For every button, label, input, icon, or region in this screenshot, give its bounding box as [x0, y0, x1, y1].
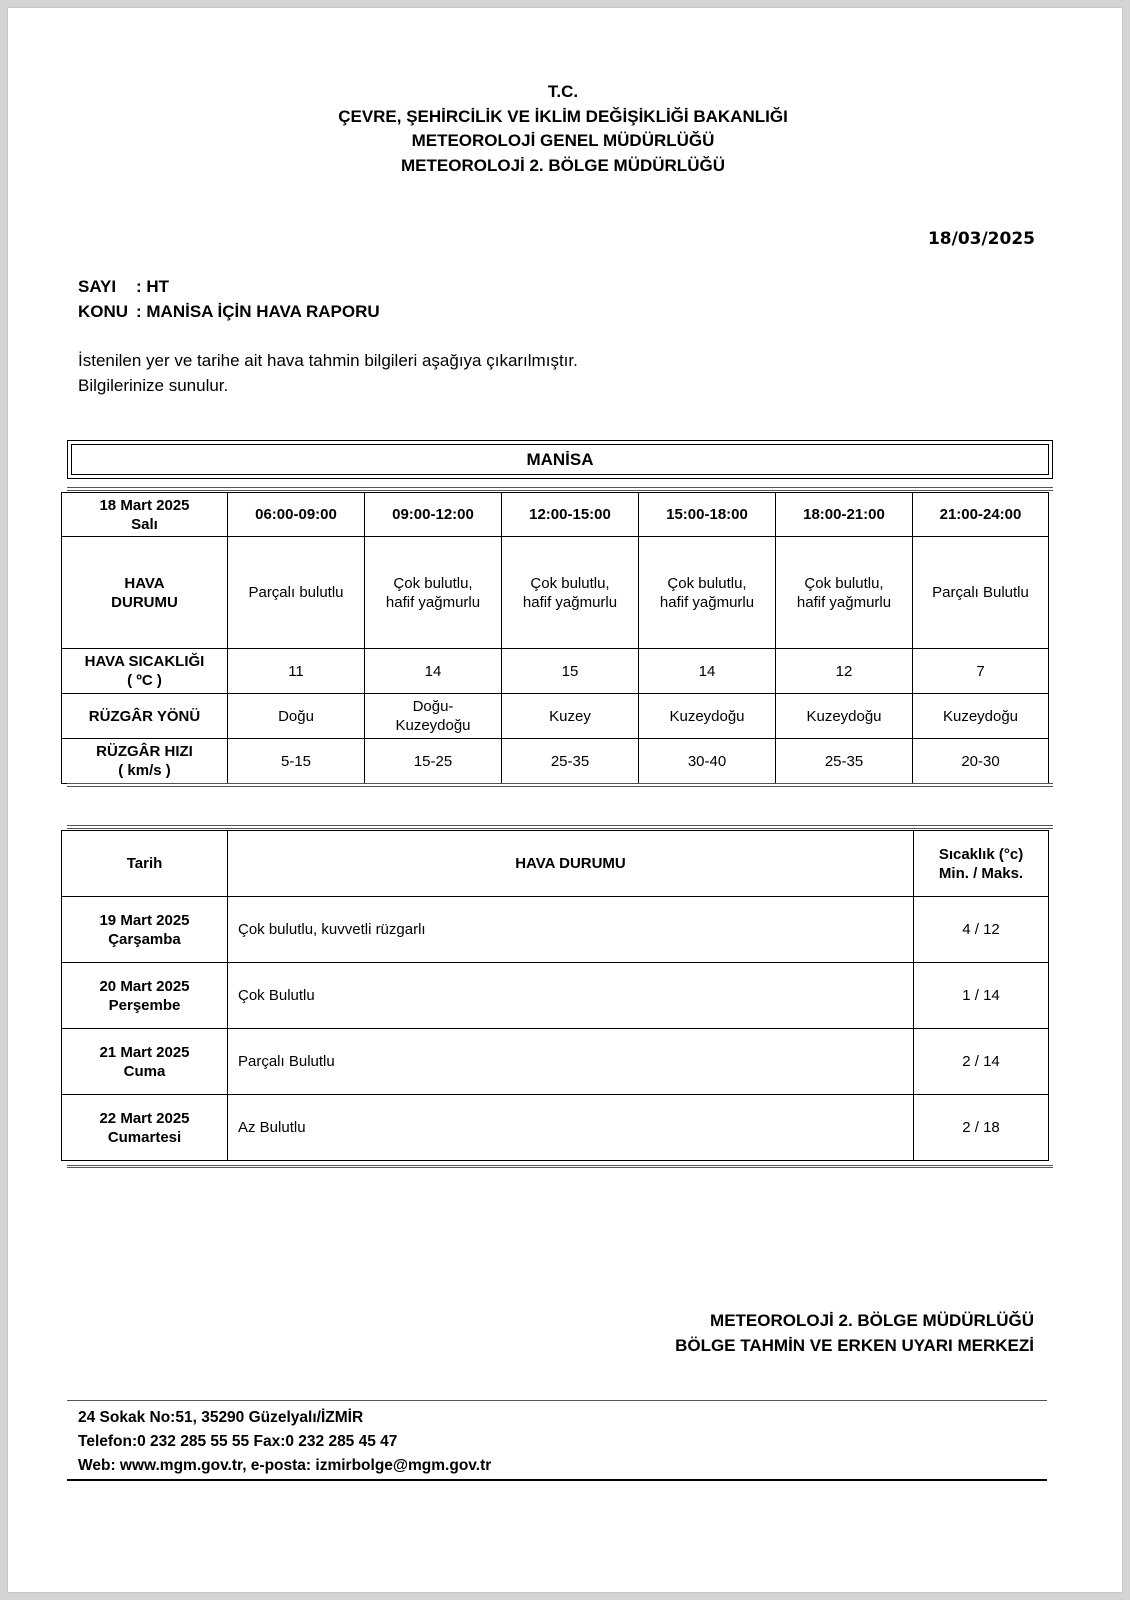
cell-line: 25-35	[550, 752, 590, 770]
day-line: Perşembe	[108, 996, 181, 1014]
cell-line: hafif yağmurlu	[522, 593, 618, 611]
daily-date-cell	[62, 493, 228, 537]
table-cell	[228, 537, 365, 649]
table-cell	[913, 537, 1049, 649]
table-cell	[365, 537, 502, 649]
table-cell	[365, 739, 502, 784]
cell-line: 15	[561, 662, 579, 680]
cell-line: Çok bulutlu,	[393, 574, 473, 592]
forecast-temp: 1 / 14	[914, 963, 1049, 1029]
table-cell	[228, 694, 365, 739]
cell-line: Kuzeydoğu	[942, 707, 1019, 725]
forecast-temp: 2 / 14	[914, 1029, 1049, 1095]
footer-bottom-rule	[67, 1479, 1047, 1481]
daily-date: 18 Mart 2025	[99, 496, 190, 514]
signature-line-2: BÖLGE TAHMİN VE ERKEN UYARI MERKEZİ	[675, 1336, 1034, 1355]
cell-line: Kuzey	[549, 707, 591, 725]
table-cell	[502, 694, 639, 739]
forecast-date	[62, 963, 228, 1029]
konu-line	[78, 300, 380, 325]
row-label-line: RÜZGÂR HIZI	[96, 743, 193, 760]
cell-line: 30-40	[687, 752, 727, 770]
date-line: 21 Mart 2025	[99, 1043, 190, 1061]
table-cell	[913, 739, 1049, 784]
table-row	[62, 963, 1049, 1029]
cell-line: 14	[698, 662, 716, 680]
cell-line: Kuzeydoğu	[395, 717, 471, 734]
cell-line: 12	[835, 662, 853, 680]
table-cell	[776, 649, 913, 694]
daily-day: Salı	[131, 515, 158, 533]
footer-address: 24 Sokak No:51, 35290 Güzelyalı/İZMİR	[78, 1409, 364, 1426]
table-cell	[502, 739, 639, 784]
table-cell	[639, 537, 776, 649]
sayi-value: : HT	[136, 277, 170, 296]
cell-line: Parçalı bulutlu	[248, 584, 344, 601]
temperature-row	[62, 649, 1049, 694]
letterhead-line-2: ÇEVRE, ŞEHİRCİLİK VE İKLİM DEĞİŞİKLİĞİ BAKANLIĞI	[338, 106, 788, 126]
table-bottom-rule	[67, 783, 1053, 787]
letterhead-line-3: METEOROLOJİ GENEL MÜDÜRLÜĞÜ	[411, 131, 715, 150]
wind-direction-row	[62, 694, 1049, 739]
forecast-weather: Az Bulutlu	[228, 1095, 914, 1161]
document-page	[7, 7, 1123, 1593]
row-label-line: DURUMU	[111, 593, 178, 611]
intro-line-1: İstenilen yer ve tarihe ait hava tahmin bilgileri aşağıya çıkarılmıştır.	[78, 351, 578, 370]
period-header: 09:00-12:00	[365, 493, 502, 537]
table-cell	[913, 694, 1049, 739]
weekly-header-row	[62, 831, 1049, 897]
table-top-rule	[67, 487, 1053, 491]
col-temp-line: Sıcaklık (°c)	[938, 845, 1024, 863]
weekly-top-rule	[67, 825, 1053, 829]
row-label-line: ( km/s )	[118, 762, 171, 779]
cell-line: hafif yağmurlu	[796, 593, 892, 611]
day-line: Çarşamba	[108, 930, 181, 948]
cell-line: Çok bulutlu,	[804, 574, 884, 592]
cell-line: 5-15	[280, 752, 312, 770]
konu-label: KONU	[78, 301, 129, 321]
cell-line: Kuzeydoğu	[806, 707, 882, 725]
col-weather-header: HAVA DURUMU	[228, 831, 914, 897]
weather-row	[62, 537, 1049, 649]
konu-value: : MANİSA İÇİN HAVA RAPORU	[136, 301, 380, 321]
table-cell	[365, 649, 502, 694]
letterhead	[8, 80, 1122, 178]
city-box	[67, 440, 1053, 479]
row-label-line: ( ºC )	[127, 672, 162, 689]
date-line: 19 Mart 2025	[99, 911, 190, 929]
signature-line-1: METEOROLOJİ 2. BÖLGE MÜDÜRLÜĞÜ	[710, 1311, 1034, 1330]
col-date-header: Tarih	[62, 831, 228, 897]
daily-forecast-table	[61, 492, 1049, 784]
forecast-weather: Çok bulutlu, kuvvetli rüzgarlı	[228, 897, 914, 963]
forecast-weather: Çok Bulutlu	[228, 963, 914, 1029]
row-label	[62, 537, 228, 649]
forecast-date	[62, 1029, 228, 1095]
table-cell	[502, 649, 639, 694]
cell-line: Parçalı Bulutlu	[932, 584, 1029, 601]
row-label	[62, 649, 228, 694]
table-cell	[639, 739, 776, 784]
date-line: 20 Mart 2025	[99, 977, 190, 995]
date-line: 22 Mart 2025	[99, 1109, 190, 1127]
cell-line: hafif yağmurlu	[659, 593, 755, 611]
table-cell	[639, 694, 776, 739]
table-cell	[776, 739, 913, 784]
weekly-forecast-table	[61, 830, 1049, 1161]
cell-line: Kuzeydoğu	[669, 707, 745, 725]
period-header: 21:00-24:00	[913, 493, 1049, 537]
forecast-temp: 4 / 12	[914, 897, 1049, 963]
footer-divider	[67, 1400, 1047, 1401]
cell-line: Doğu-	[412, 698, 454, 715]
wind-speed-row	[62, 739, 1049, 784]
cell-line: 25-35	[824, 752, 864, 770]
row-label	[62, 739, 228, 784]
col-temp-header	[914, 831, 1049, 897]
cell-line: Doğu	[278, 707, 314, 725]
cell-line: Çok bulutlu,	[667, 574, 747, 592]
table-cell	[502, 537, 639, 649]
table-cell	[639, 649, 776, 694]
row-label	[62, 694, 228, 739]
weekly-bottom-rule	[67, 1165, 1053, 1168]
table-row	[62, 1095, 1049, 1161]
row-label-line: HAVA	[124, 574, 165, 592]
table-cell	[913, 649, 1049, 694]
forecast-temp: 2 / 18	[914, 1095, 1049, 1161]
cell-line: 15-25	[413, 752, 453, 770]
signature-block	[675, 1308, 1034, 1358]
row-label-line: HAVA SICAKLIĞI	[84, 653, 205, 670]
row-label-line: RÜZGÂR YÖNÜ	[88, 707, 201, 725]
city-name: MANİSA	[71, 444, 1049, 475]
footer-web: Web: www.mgm.gov.tr, e-posta: izmirbolge@mgm.gov.tr	[78, 1457, 492, 1474]
intro-line-2: Bilgilerinize sunulur.	[78, 375, 229, 395]
table-row	[62, 1029, 1049, 1095]
letterhead-line-1: T.C.	[547, 82, 579, 101]
period-header: 18:00-21:00	[776, 493, 913, 537]
table-cell	[365, 694, 502, 739]
table-cell	[228, 649, 365, 694]
period-header: 15:00-18:00	[639, 493, 776, 537]
cell-line: 7	[976, 662, 985, 680]
document-date: 18/03/2025	[927, 229, 1035, 249]
forecast-date	[62, 1095, 228, 1161]
forecast-weather: Parçalı Bulutlu	[228, 1029, 914, 1095]
table-row	[62, 897, 1049, 963]
subject-block	[78, 275, 380, 324]
forecast-date	[62, 897, 228, 963]
cell-line: 14	[424, 662, 442, 680]
table-cell	[228, 739, 365, 784]
letterhead-line-4: METEOROLOJİ 2. BÖLGE MÜDÜRLÜĞÜ	[401, 155, 725, 175]
cell-line: 20-30	[961, 752, 1000, 770]
cell-line: 11	[288, 662, 304, 680]
day-line: Cumartesi	[107, 1128, 182, 1146]
intro-text	[78, 349, 578, 398]
daily-header-row	[62, 493, 1049, 537]
cell-line: hafif yağmurlu	[385, 593, 481, 611]
footer-phone: Telefon:0 232 285 55 55 Fax:0 232 285 45 47	[78, 1433, 398, 1450]
day-line: Cuma	[123, 1062, 166, 1080]
footer-contact	[78, 1406, 491, 1478]
sayi-line	[78, 275, 380, 300]
table-cell	[776, 694, 913, 739]
period-header: 12:00-15:00	[502, 493, 639, 537]
period-header: 06:00-09:00	[228, 493, 365, 537]
col-temp-line: Min. / Maks.	[938, 864, 1024, 882]
table-cell	[776, 537, 913, 649]
cell-line: Çok bulutlu,	[530, 574, 610, 592]
sayi-label: SAYI	[78, 277, 117, 296]
